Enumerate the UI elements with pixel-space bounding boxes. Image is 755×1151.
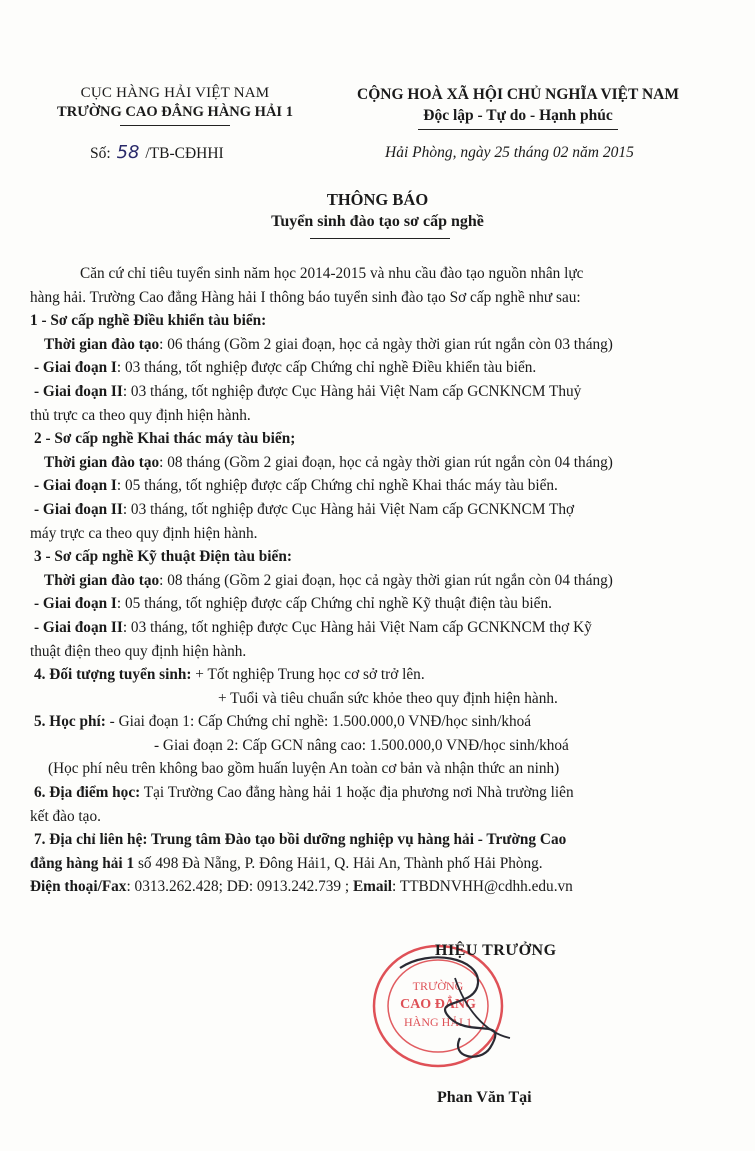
document-body bbox=[30, 262, 725, 899]
section-5-line-2: - Giai đoạn 2: Cấp GCN nâng cao: 1.500.000,0 VNĐ/học sinh/khoá bbox=[154, 736, 569, 754]
section-3-heading: 3 - Sơ cấp nghề Kỹ thuật Điện tàu biển: bbox=[34, 548, 292, 566]
motto-underline bbox=[418, 129, 618, 130]
doc-no-suffix: /TB-CĐHHI bbox=[145, 145, 224, 162]
section-1-phase-1: - Giai đoạn I: 03 tháng, tốt nghiệp được cấp Chứng chỉ nghề Điều khiển tàu biển. bbox=[34, 359, 537, 377]
section-7-line-1: 7. Địa chỉ liên hệ: Trung tâm Đào tạo bồi dưỡng nghiệp vụ hàng hải - Trường Cao bbox=[34, 831, 567, 849]
section-7-line-2: đẳng hàng hải 1 số 498 Đà Nẵng, P. Đông Hải1, Q. Hải An, Thành phố Hải Phòng. bbox=[30, 854, 543, 872]
intro-line-2: hàng hải. Trường Cao đẳng Hàng hải I thông báo tuyển sinh đào tạo Sơ cấp nghề như sau: bbox=[30, 288, 581, 306]
doc-no-handwritten: 58 bbox=[116, 142, 140, 163]
section-7-line-3: Điện thoại/Fax: 0313.262.428; DĐ: 0913.242.739 ; Email: TTBDNVHH@cdhh.edu.vn bbox=[30, 878, 573, 896]
section-3-phase-2-cont: thuật điện theo quy định hiện hành. bbox=[30, 642, 247, 660]
issuer-underline bbox=[120, 125, 230, 126]
section-4-line-2: + Tuổi và tiêu chuẩn sức khỏe theo quy định hiện hành. bbox=[218, 689, 558, 707]
agency-name: CỤC HÀNG HẢI VIỆT NAM bbox=[80, 85, 270, 101]
svg-text:HÀNG HẢI 1: HÀNG HẢI 1 bbox=[404, 1015, 472, 1029]
document-subtitle: Tuyển sinh đào tạo sơ cấp nghề bbox=[271, 213, 484, 230]
svg-text:CAO ĐẲNG: CAO ĐẲNG bbox=[400, 997, 476, 1012]
section-2-phase-1: - Giai đoạn I: 05 tháng, tốt nghiệp được cấp Chứng chỉ nghề Khai thác máy tàu biển. bbox=[34, 477, 558, 495]
section-3-time: Thời gian đào tạo: 08 tháng (Gồm 2 giai đoạn, học cả ngày thời gian rút ngắn còn 04 tháng) bbox=[44, 571, 613, 589]
section-1-phase-2-cont: thủ trực ca theo quy định hiện hành. bbox=[30, 406, 251, 424]
section-5-line-1: 5. Học phí: - Giai đoạn 1: Cấp Chứng chỉ nghề: 1.500.000,0 VNĐ/học sinh/khoá bbox=[34, 713, 532, 731]
subtitle-underline bbox=[310, 238, 450, 239]
motto: Độc lập - Tự do - Hạnh phúc bbox=[423, 107, 613, 124]
section-1-heading: 1 - Sơ cấp nghề Điều khiển tàu biển: bbox=[30, 312, 267, 330]
country-name: CỘNG HOÀ XÃ HỘI CHỦ NGHĨA VIỆT NAM bbox=[357, 86, 679, 103]
section-6-line-1: 6. Địa điểm học: Tại Trường Cao đẳng hàng hải 1 hoặc địa phương nơi Nhà trường liên bbox=[34, 784, 574, 802]
signatory-name: Phan Văn Tại bbox=[437, 1089, 532, 1106]
school-name: TRƯỜNG CAO ĐẲNG HÀNG HẢI 1 bbox=[57, 104, 293, 120]
section-3-phase-1: - Giai đoạn I: 05 tháng, tốt nghiệp được cấp Chứng chỉ nghề Kỹ thuật điện tàu biển. bbox=[34, 595, 552, 613]
section-2-time: Thời gian đào tạo: 08 tháng (Gồm 2 giai đoạn, học cả ngày thời gian rút ngắn còn 04 tháng) bbox=[44, 453, 613, 471]
section-2-phase-2: - Giai đoạn II: 03 tháng, tốt nghiệp được Cục Hàng hải Việt Nam cấp GCNKNCM Thợ bbox=[34, 500, 575, 518]
svg-text:TRƯỜNG: TRƯỜNG bbox=[412, 979, 464, 993]
section-2-phase-2-cont: máy trực ca theo quy định hiện hành. bbox=[30, 524, 258, 542]
signatory-title: HIỆU TRƯỞNG bbox=[435, 942, 557, 959]
section-1-time: Thời gian đào tạo: 06 tháng (Gồm 2 giai đoạn, học cả ngày thời gian rút ngắn còn 03 tháng) bbox=[44, 335, 613, 353]
section-1-phase-2: - Giai đoạn II: 03 tháng, tốt nghiệp được Cục Hàng hải Việt Nam cấp GCNKNCM Thuỷ bbox=[34, 382, 582, 400]
doc-no-prefix: Số: bbox=[90, 145, 111, 162]
section-4-line-1: 4. Đối tượng tuyển sinh: + Tốt nghiệp Trung học cơ sở trở lên. bbox=[34, 666, 425, 684]
issuer-block bbox=[40, 84, 310, 126]
section-3-phase-2: - Giai đoạn II: 03 tháng, tốt nghiệp được Cục Hàng hải Việt Nam cấp GCNKNCM thợ Kỹ bbox=[34, 618, 592, 636]
document-number bbox=[90, 142, 224, 163]
national-header bbox=[318, 84, 718, 130]
section-5-note: (Học phí nêu trên không bao gồm huấn luyện An toàn cơ bản và nhận thức an ninh) bbox=[48, 760, 560, 778]
section-6-line-2: kết đào tạo. bbox=[30, 807, 101, 825]
intro-line-1: Căn cứ chỉ tiêu tuyển sinh năm học 2014-2015 và nhu cầu đào tạo nguồn nhân lực bbox=[80, 265, 584, 282]
section-2-heading: 2 - Sơ cấp nghề Khai thác máy tàu biển; bbox=[34, 430, 296, 448]
date-line: Hải Phòng, ngày 25 tháng 02 năm 2015 bbox=[385, 144, 634, 161]
document-title: THÔNG BÁO bbox=[326, 190, 429, 209]
